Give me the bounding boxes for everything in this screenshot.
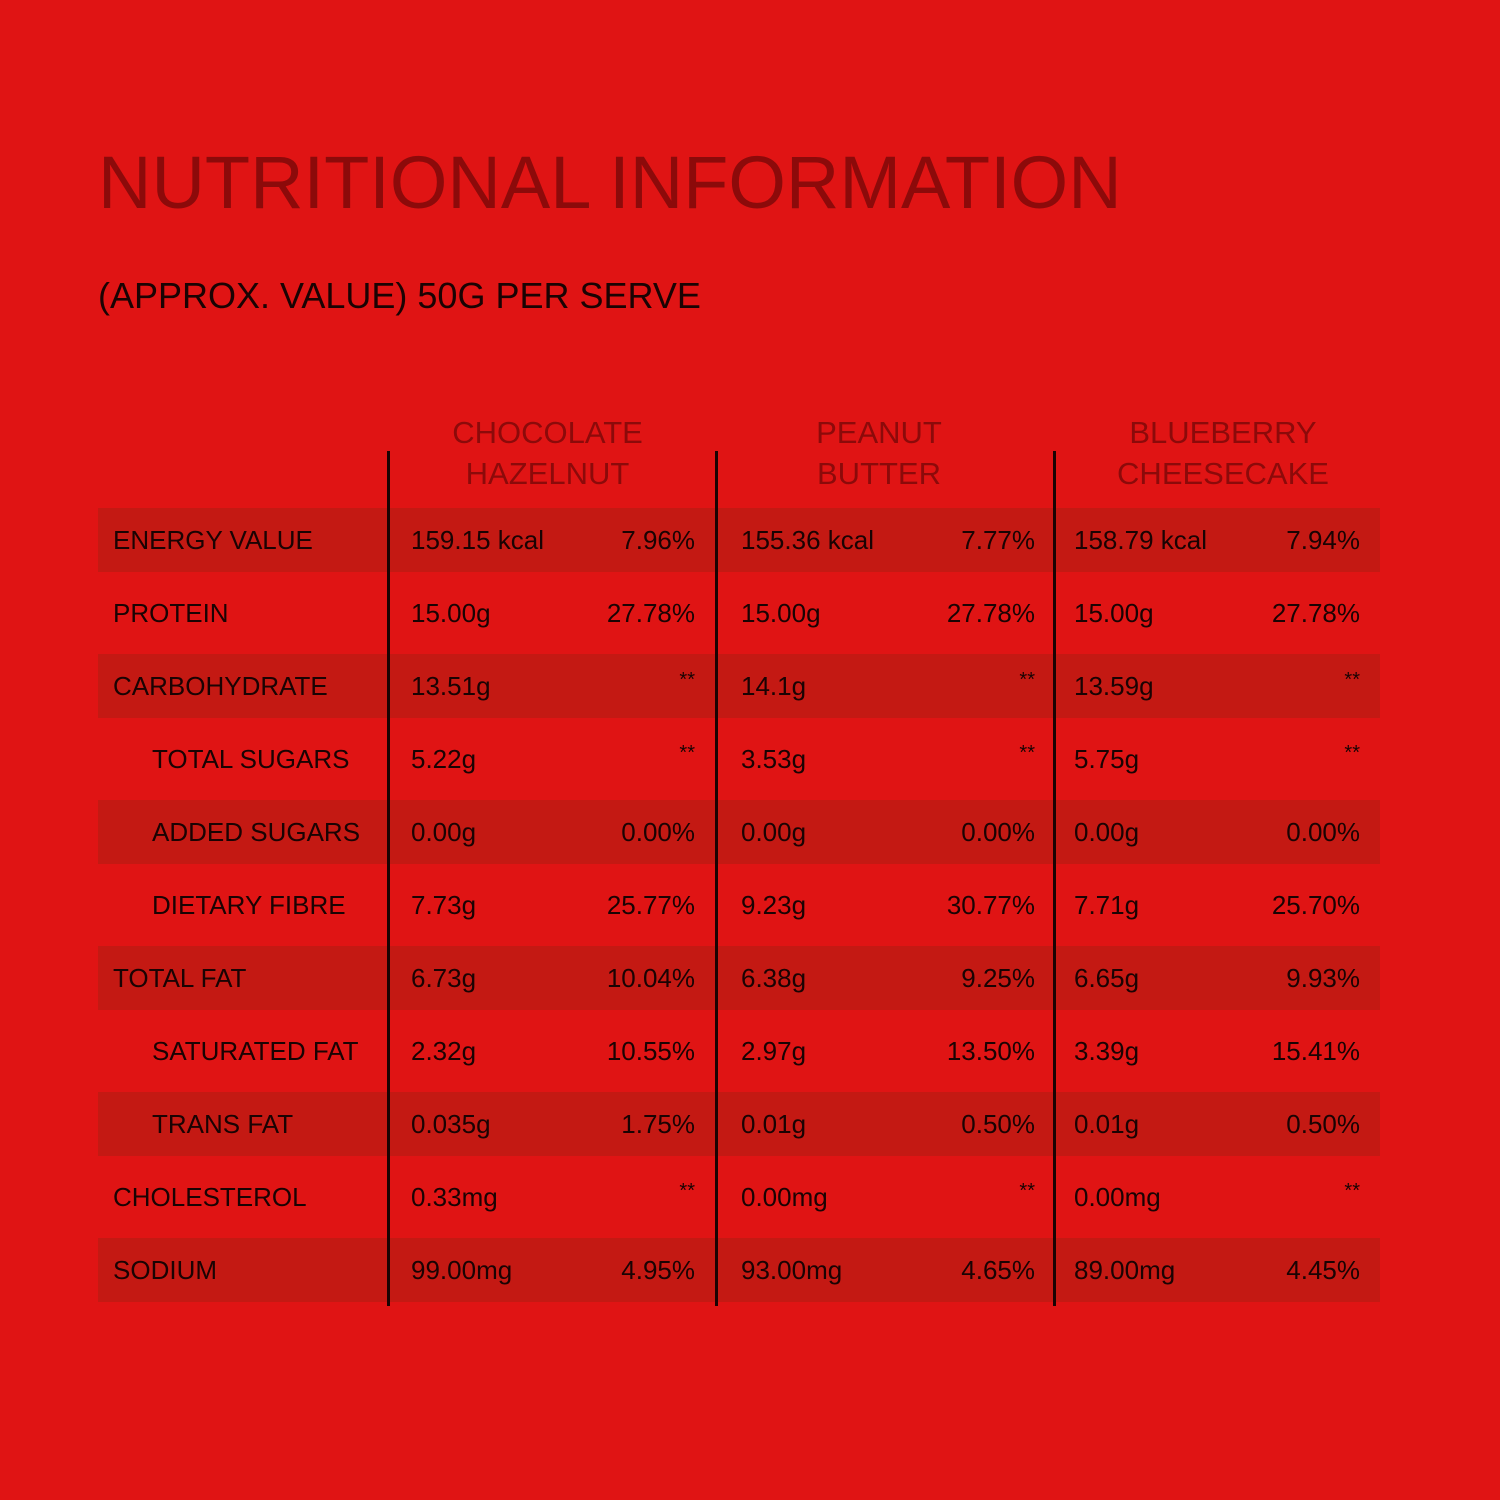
table-row — [98, 1092, 1380, 1156]
nutrient-label: SATURATED FAT — [152, 1036, 359, 1066]
column-header-blueberry-cheesecake — [1062, 412, 1384, 494]
daily-value-percent: ** — [679, 669, 695, 691]
amount-value: 2.32g — [411, 1036, 477, 1066]
daily-value-percent: 0.50% — [961, 1109, 1035, 1139]
table-row — [98, 581, 1380, 645]
daily-value-percent: 15.41% — [1271, 1036, 1360, 1066]
page-title: NUTRITIONAL INFORMATION — [98, 141, 1122, 224]
amount-value: 99.00mg — [411, 1255, 513, 1285]
daily-value-percent: 30.77% — [946, 890, 1035, 920]
daily-value-percent: ** — [1344, 742, 1360, 764]
amount-value: 158.79 kcal — [1074, 525, 1207, 555]
amount-value: 0.00g — [411, 817, 477, 847]
column-header-line2: CHEESECAKE — [1117, 456, 1329, 491]
daily-value-percent: ** — [679, 742, 695, 764]
daily-value-percent: ** — [1344, 669, 1360, 691]
amount-value: 0.01g — [1074, 1109, 1140, 1139]
daily-value-percent: 25.70% — [1271, 890, 1360, 920]
amount-value: 0.00g — [1074, 817, 1140, 847]
amount-value: 6.65g — [1074, 963, 1140, 993]
table-row — [98, 1238, 1380, 1302]
table-row — [98, 946, 1380, 1010]
daily-value-percent: 27.78% — [946, 598, 1035, 628]
table-row — [98, 1019, 1380, 1083]
nutrient-label: CHOLESTEROL — [113, 1182, 307, 1212]
table-row — [98, 508, 1380, 572]
daily-value-percent: 9.93% — [1286, 963, 1360, 993]
amount-value: 15.00g — [741, 598, 821, 628]
amount-value: 7.71g — [1074, 890, 1140, 920]
amount-value: 13.51g — [411, 671, 491, 701]
table-row — [98, 800, 1380, 864]
amount-value: 155.36 kcal — [741, 525, 874, 555]
column-divider — [387, 451, 390, 1306]
column-header-line2: HAZELNUT — [465, 456, 630, 491]
amount-value: 15.00g — [411, 598, 491, 628]
daily-value-percent: 4.95% — [621, 1255, 695, 1285]
column-divider — [1053, 451, 1056, 1306]
amount-value: 89.00mg — [1074, 1255, 1176, 1285]
amount-value: 6.38g — [741, 963, 807, 993]
daily-value-percent: 10.04% — [606, 963, 695, 993]
amount-value: 6.73g — [411, 963, 477, 993]
nutrient-label: ENERGY VALUE — [113, 525, 313, 555]
daily-value-percent: ** — [1019, 669, 1035, 691]
table-row — [98, 727, 1380, 791]
table-row — [98, 654, 1380, 718]
amount-value: 7.73g — [411, 890, 477, 920]
daily-value-percent: ** — [679, 1180, 695, 1202]
nutrient-label: CARBOHYDRATE — [113, 671, 328, 701]
amount-value: 0.00g — [741, 817, 807, 847]
nutrient-label: DIETARY FIBRE — [152, 890, 346, 920]
column-header-line2: BUTTER — [817, 456, 941, 491]
daily-value-percent: 0.00% — [621, 817, 695, 847]
nutrient-label: SODIUM — [113, 1255, 217, 1285]
amount-value: 0.035g — [411, 1109, 491, 1139]
daily-value-percent: 1.75% — [621, 1109, 695, 1139]
daily-value-percent: ** — [1019, 1180, 1035, 1202]
amount-value: 3.39g — [1074, 1036, 1140, 1066]
column-divider — [715, 451, 718, 1306]
amount-value: 0.00mg — [741, 1182, 828, 1212]
nutrient-label: TRANS FAT — [152, 1109, 294, 1139]
column-header-line1: PEANUT — [816, 415, 942, 450]
amount-value: 9.23g — [741, 890, 807, 920]
nutrient-label: TOTAL SUGARS — [152, 744, 350, 774]
daily-value-percent: 0.00% — [961, 817, 1035, 847]
daily-value-percent: 0.00% — [1286, 817, 1360, 847]
amount-value: 5.75g — [1074, 744, 1140, 774]
amount-value: 0.33mg — [411, 1182, 498, 1212]
amount-value: 14.1g — [741, 671, 807, 701]
amount-value: 93.00mg — [741, 1255, 843, 1285]
serving-subtitle: (APPROX. VALUE) 50G PER SERVE — [98, 275, 701, 316]
amount-value: 0.00mg — [1074, 1182, 1161, 1212]
amount-value: 15.00g — [1074, 598, 1154, 628]
daily-value-percent: 13.50% — [946, 1036, 1035, 1066]
daily-value-percent: 27.78% — [1271, 598, 1360, 628]
amount-value: 13.59g — [1074, 671, 1154, 701]
nutrient-label: ADDED SUGARS — [152, 817, 361, 847]
daily-value-percent: 9.25% — [961, 963, 1035, 993]
daily-value-percent: ** — [1019, 742, 1035, 764]
table-row — [98, 1165, 1380, 1229]
nutrition-table — [98, 508, 1380, 1311]
daily-value-percent: ** — [1344, 1180, 1360, 1202]
daily-value-percent: 7.77% — [961, 525, 1035, 555]
daily-value-percent: 7.94% — [1286, 525, 1360, 555]
amount-value: 5.22g — [411, 744, 477, 774]
daily-value-percent: 25.77% — [606, 890, 695, 920]
daily-value-percent: 27.78% — [606, 598, 695, 628]
amount-value: 3.53g — [741, 744, 807, 774]
column-header-chocolate-hazelnut — [395, 412, 700, 494]
column-header-peanut-butter — [724, 412, 1034, 494]
daily-value-percent: 0.50% — [1286, 1109, 1360, 1139]
column-header-line1: BLUEBERRY — [1129, 415, 1317, 450]
column-header-line1: CHOCOLATE — [452, 415, 643, 450]
table-row — [98, 873, 1380, 937]
daily-value-percent: 4.65% — [961, 1255, 1035, 1285]
daily-value-percent: 7.96% — [621, 525, 695, 555]
amount-value: 159.15 kcal — [411, 525, 544, 555]
daily-value-percent: 10.55% — [606, 1036, 695, 1066]
daily-value-percent: 4.45% — [1286, 1255, 1360, 1285]
nutrient-label: TOTAL FAT — [113, 963, 247, 993]
nutrient-label: PROTEIN — [113, 598, 229, 628]
amount-value: 0.01g — [741, 1109, 807, 1139]
amount-value: 2.97g — [741, 1036, 807, 1066]
